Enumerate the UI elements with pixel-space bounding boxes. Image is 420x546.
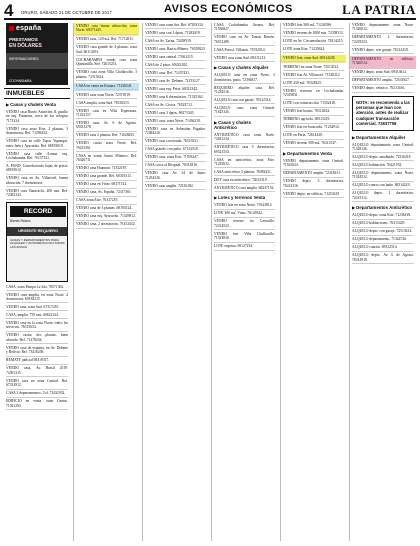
ad-item: CASA zona Este. 76137219. [74, 198, 139, 204]
column-4 [211, 23, 277, 541]
ad-item: CASA, zona Pampa La Isla. 76571362. [4, 285, 70, 291]
ad-item: DEPARTAMENTO amplio. 72318231. [281, 171, 346, 177]
ad-item: REQUIERO alquiler casa. Ref. 71234516. [212, 86, 277, 97]
ad-item: VENDO depto. céntrico. 76213416. [350, 86, 416, 92]
ad-item: CASA amplia, zona Sud. 76518213. [74, 101, 139, 107]
ad-item: VENDO casa, 120 m2. Ref. 71712031. [74, 37, 139, 43]
ad-item: ALQUILO casa con garaje. 76512314. [212, 98, 277, 104]
ad-item: VENDO depto. 3 dormitorios. 76412316. [281, 179, 346, 190]
ad-item: VENDO terreno en Caracollo. 72314523. [212, 219, 277, 230]
ad-item: ALQUILO depto. amoblado. 72316218. [350, 155, 416, 161]
ad-item: VENDO lote barato. 76512634. [281, 109, 346, 115]
ad-item: ALQUILO depto. 2 dormitorios. 72415312. [350, 191, 416, 202]
ad-item: LOTE en Av. Circunvalación. 76314215. [281, 39, 346, 45]
ad-item: VENDO departamento zona Norte. 71326812. [350, 23, 416, 34]
ad-item: VENDO lote en Soracachi. 71234912. [281, 125, 346, 131]
ad-item: VENDO casita, dos plantas, buen ubicado. Ref. 71278234. [4, 333, 70, 344]
ad-item: VENDO casa en Av. Villarroel, buena ubicación, 7 dormitorios. [4, 176, 70, 187]
ads-list-c6a [350, 23, 416, 93]
ad-item: EDIFICIO en venta, zona Centro. 71341293. [4, 399, 70, 410]
ad-item: VENDO casa grande de 4 plantas, zona Sud. 60113291. [74, 45, 139, 56]
ad-item: LOTE 250 m2. 76328415. [281, 81, 346, 87]
column-1 [4, 23, 70, 541]
ad-item: VENDO terreno de 1000 mts. 72358312. [281, 31, 346, 37]
ad-item: CASA Potosí, Villazón. 71932514. [212, 48, 277, 54]
ad-item: VENDO depto. en edificio. 71253419. [281, 192, 346, 198]
ad-item: VENDO casa. Ref. 71237431. [143, 71, 208, 77]
masthead: LA PATRIA [342, 2, 416, 17]
ad-item: VENDO casa en Av. Tomás Barrón. 76513289. [212, 35, 277, 46]
ad-item: VENDO terreno 500 m2. 76311547. [281, 141, 346, 147]
ad-item: VENDO casa en Villa Esperanza. 71232157. [74, 109, 139, 120]
ads-list-c4d [212, 203, 277, 250]
ad-item: VENDO terrenos en Cochabamba. 72319831. [281, 89, 346, 100]
page-header [4, 2, 416, 20]
ads-list-c5a [281, 23, 346, 148]
arrow-icon: ▶ [352, 134, 356, 140]
ad-item: DEPARTAMENTO 2 dormitorios. 72419323. [350, 35, 416, 46]
ad-item: COCHABAMBA vendo casa zona Quintanilla. Ref. 72615231. [74, 58, 139, 69]
promo-record[interactable] [6, 202, 68, 282]
ads-list-c6b [350, 143, 416, 203]
ad-item: VENDO casa esq. Ayacucho. 71329812. [74, 214, 139, 220]
ad-item: REMATE judicial 68319317. [4, 358, 70, 364]
ad-item: ANTICRÉTICO casa zona Norte. 72631234. [212, 133, 277, 144]
category-deptos-anticretico: ▶Departamentos Anticrético [352, 205, 413, 211]
ad-item: ALQUILO habitación. 76421533. [350, 163, 416, 169]
ad-item: VENDO lote Villa Challacollo. 71523816. [212, 232, 277, 243]
ad-item: VENDO casa Huanuni. 71532167. [74, 166, 139, 172]
promo-strip-text: INFORMACIONES [9, 57, 39, 61]
flag-icon [9, 26, 14, 31]
ad-item: VENDO casa central. 73361215. [143, 55, 208, 61]
ad-item: VENDO casa, zona Este. 71593247. [143, 155, 208, 161]
ad-item: VENDO casa en calle Tupac Yupanqui, entre Jaén y Ayacucho. Ref. 68183019. [4, 139, 70, 150]
ad-item: A. PAND. Cancelaciones bajas de precio 68195612. [4, 164, 70, 175]
ad-item: CASA en Av. Tacna. 72438319. [143, 39, 208, 45]
ad-item: VENDO casa en Sebastián Pagador. 72384216. [143, 127, 208, 138]
promo-line1: PRESTAMOS [9, 37, 38, 42]
ad-item: VENDO casa buena ubicación, zona Norte. 68371245. [74, 23, 139, 36]
category-lotes-venta: ▶Lotes y terrenos Venta [214, 195, 266, 201]
ad-item: CASA en venta, barrio Mineros. Ref. 76326711. [74, 154, 139, 165]
ads-list-c1 [4, 110, 70, 200]
ad-item: TERRENO agrícola. 68315219. [281, 117, 346, 123]
ad-item: CASA en anticrético, zona Este. 71235612. [212, 158, 277, 169]
ad-item: ANTICRÉTICO casa amplia. 68237152. [212, 186, 277, 192]
ad-item: ALQUILO departamento. 71324726. [350, 237, 416, 243]
ad-item: VENDO casa 2 plantas. Ref. 71628435. [74, 133, 139, 139]
ad-item: LOTE zona Este. 71235624. [281, 47, 346, 53]
column-6 [349, 23, 416, 541]
ad-item: CASA anticrético 2 plantas. 76382431. [212, 170, 277, 176]
espana-logo: españa [16, 25, 42, 32]
ad-item: LOTE con construcción. 71532418. [281, 101, 346, 107]
promo-strip [6, 53, 68, 69]
ad-item: ALQUILO cuartos. 69312514. [350, 245, 416, 251]
ad-item: VENDO casita zona Norte, Ref. 76231561. [74, 141, 139, 152]
ad-item: VENDO casa con 3 dptos. 71283419. [143, 31, 208, 37]
ad-item: ALQUILO departamento zona Central. 71528126. [350, 143, 416, 154]
ad-item: VENDO casa en la zona Norte, todos los servicios. 76315634. [4, 321, 70, 332]
dateline: ORURO, SÁBADO 21 DE OCTUBRE DE 2017 [21, 10, 112, 15]
ads-list-c4b [212, 73, 277, 117]
ad-item: ALQUILO departamento, zona Norte. 71324512. [350, 171, 416, 182]
ad-item: VENDO lote 300 m2. 71234586. [281, 23, 346, 29]
ad-item: VENDO depto. zona Sud. 69314612. [350, 70, 416, 76]
ad-item: VENDO casa Av. Dehene. 72153127. [143, 79, 208, 85]
category-deptos-venta: ▶Departamentos Venta [283, 150, 332, 156]
ad-item: VENDO casa zona Sur, Ref. 67293134. [143, 23, 208, 29]
ad-item: DEPARTAMENTO en edificio. 71326514. [350, 56, 416, 69]
ad-item: VENDO casa Av. 24 de Junio. 71254326. [143, 171, 208, 182]
ad-item: VENDO lote Av. Villarroel. 71326312. [281, 73, 346, 79]
arrow-icon: ▶ [214, 119, 218, 125]
ad-item: VENDO casa en Vinto. 69371512. [74, 182, 139, 188]
ad-item: LOTE en Paria. 72614328. [281, 133, 346, 139]
ad-item: VENDO casa esq. Petot. 68312342. [143, 87, 208, 93]
ad-item: ANTICRÉTICO casa 3 dormitorios. 69321534. [212, 145, 277, 156]
ad-item: VENDO depto. con garaje. 76312418. [350, 48, 416, 54]
promo-line2: EN DÓLARES [9, 43, 42, 49]
record-body: CASAS Y DEPARTAMENTOS PARA ALQUILER Y ANTICRÉTICO EN TODAS LAS ZONAS [10, 237, 65, 250]
ad-item: VENDO casa 3 dptos. 69271345. [143, 111, 208, 117]
ad-item: VENDO casa 6 dormitorios. 71325162. [143, 95, 208, 101]
ad-item: LOTE esquina. 69127234. [212, 244, 277, 250]
ad-item: ALQUILO habitaciones. 76315429. [350, 221, 416, 227]
column-5 [280, 23, 346, 541]
ad-item: VENDO casa zona Norte. 72371819. [74, 93, 139, 99]
ad-item: DEPARTAMENTO amplio. 72531827. [350, 78, 416, 84]
ad-item: VENDO casa amplia, en zona Norte, 4 dormitorios. 69183215. [4, 293, 70, 304]
ads-list-c3 [143, 23, 208, 190]
ad-item: VENDO casa, Barrio Minero. 76519823. [143, 47, 208, 53]
ad-item: ALQUILO casa en zona Norte, 3 dormitorios, patio. 72394817. [212, 73, 277, 84]
category-casas-alquiler: ▶Casas y chalets Alquiler [214, 65, 269, 71]
arrow-icon: ▶ [214, 195, 218, 201]
ad-item: ALQUILO depto. con garaje. 72513614. [350, 229, 416, 235]
ad-item: VENDO casa, Av. España. 72317361. [74, 190, 139, 196]
ad-item: CASA Cochabamba Aroma. Ref. 71536827. [212, 23, 277, 34]
ad-item: ALQUILO depto. Av. 6 de Agosto. 76314918. [350, 253, 416, 264]
ad-item: ALQUILO cuarto con baño. 68314219. [350, 183, 416, 189]
ad-item: CASA en Av. Cívica. 76523712. [143, 103, 208, 109]
column-3 [142, 23, 208, 541]
ad-item: VENDO casa zona Sud. 69311213. [212, 56, 277, 62]
ads-list-c4c [212, 133, 277, 193]
ad-item: VENDO casa de 3 plantas. 68193124. [74, 206, 139, 212]
arrow-icon: ▶ [214, 65, 218, 71]
ad-item: CASA de 2 pisos. 69243182. [143, 63, 208, 69]
ad-item: VENDO casa Yanacachi, 200 mts. Ref. 72392143. [4, 189, 70, 200]
ad-item: VENDO casa en zona Central. Ref. 67312912. [4, 379, 70, 390]
ad-item: VENDO casa calle Aroma esq. Cochabamba. Ref. 76137321. [4, 152, 70, 163]
ad-item: LOTE 300 m2, Vinto. 76129342. [212, 211, 277, 217]
ad-item: CASA cerca al Hospital. 76312816. [143, 163, 208, 169]
promo-espana[interactable] [6, 23, 68, 85]
notice-box: NOTA: se recomienda a las personas que lean con atención, antes de realizar cualquier transacción comercial. 72837758 [352, 96, 414, 131]
ad-item: ALQUILO casa, zona Central. 71623145. [212, 106, 277, 117]
ads-list-c5b [281, 159, 346, 198]
ad-item: ALQUILO depto. zona Este. 71236418. [350, 213, 416, 219]
ads-list-c1b [4, 285, 70, 410]
ad-item: VENDO casa de esquina, en Av. Dehene y Bolívar. Ref. 73416239. [4, 346, 70, 357]
arrow-icon: ▶ [6, 102, 10, 107]
category-deptos-alquiler: ▶Departamentos Alquiler [352, 134, 406, 140]
ad-item: VENDO departamento zona Central. 71523624. [281, 159, 346, 170]
category-casas-anticretico: ▶Casas y chalets Anticrético [214, 119, 252, 130]
ad-item: CASA, amplia, 750 mts. 60621324. [4, 313, 70, 319]
ad-item: VENDO casa Barrio Asunción II, pasillo en esq. Finanzas, cerca de los colegios 7171234. [4, 110, 70, 125]
ad-item: VENDO casa grande. Ref. 60319213. [74, 174, 139, 180]
ads-list-c6c [350, 213, 416, 264]
record-logo: RECORD [10, 206, 66, 217]
ad-item: VENDO casa, Av. Brasil 2519. 72491315. [4, 366, 70, 377]
ads-list-c4a [212, 23, 277, 62]
ad-item: VENDO casa con tienda. 76519321. [143, 139, 208, 145]
ad-item: VENDO casa, zona Norte. 71436219. [143, 119, 208, 125]
arrow-icon: ▶ [283, 150, 287, 156]
ad-item: CASA en venta en Karana. 71236541. [74, 83, 139, 91]
ad-item: CASA grande, con patio. 67132518. [143, 147, 208, 153]
record-sub: Bienes Raíces [10, 218, 31, 223]
ads-list-c2 [74, 23, 139, 229]
ad-item: DOY casa en anticrético. 72615319. [212, 178, 277, 184]
category-inmuebles: INMUEBLES [4, 88, 70, 99]
section-title: AVISOS ECONÓMICOS [164, 3, 293, 15]
ad-item: VENDO casa zona Este, 2 plantas, 3 dormitorios. Ref. 71296234. [4, 127, 70, 138]
ad-item: VENDO casa amplia. 72316182. [143, 184, 208, 190]
page-number: 4 [4, 1, 14, 20]
column-2 [73, 23, 139, 541]
ad-item: VENDO casa zona Villa Challacollo, 3 plantas. 72315624. [74, 70, 139, 81]
ad-item: VENDO casa, Av. 6 de Agosto. 69351278. [74, 121, 139, 132]
ad-item: VENDO lote, zona Sud. 69314238. [281, 55, 346, 63]
ad-item: TERRENO en zona Norte. 72514312. [281, 65, 346, 71]
ad-item: CASA 2 departamentos. Cel. 72431932. [4, 391, 70, 397]
promo-foot: COCHABAMBA [9, 79, 32, 83]
arrow-icon: ▶ [352, 205, 356, 211]
record-bar: URGENTE REQUIERO [7, 227, 68, 236]
ad-item: VENDO casa, 2 dormitorios. 76152432. [74, 222, 139, 228]
ad-item: VENDO casa, zona Sud. 67317235. [4, 305, 70, 311]
category-casas-venta: ▶Casas y chalets Venta [6, 102, 56, 107]
classifieds-columns [4, 23, 416, 541]
ad-item: VENDO lote en zona Norte. 71623812. [212, 203, 277, 209]
